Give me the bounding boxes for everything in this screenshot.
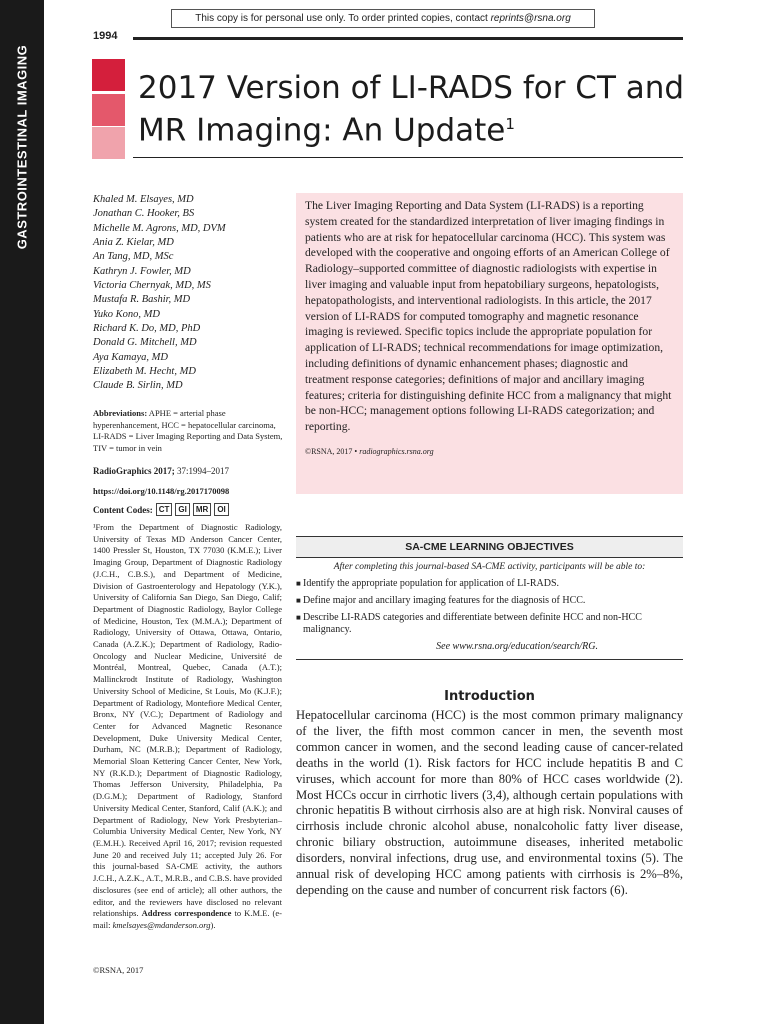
content-code-badge: MR <box>193 503 211 516</box>
cme-objective <box>296 578 683 590</box>
cme-objectives <box>296 536 683 660</box>
author: Yuko Kono, MD <box>93 308 160 320</box>
top-rule <box>133 37 683 40</box>
cme-intro: After completing this journal-based SA-CME activity, participants will be able to: <box>333 562 646 572</box>
author: Claude B. Sirlin, MD <box>93 380 183 392</box>
cme-objective-text: Identify the appropriate population for application of LI-RADS. <box>303 578 560 589</box>
abbreviations <box>93 408 288 454</box>
author: Donald G. Mitchell, MD <box>93 337 197 349</box>
abstract-box <box>296 193 683 494</box>
author: Kathryn J. Fowler, MD <box>93 265 191 277</box>
abstract-copyright <box>305 447 673 456</box>
copyright: ©RSNA, 2017 <box>93 965 144 975</box>
author-list <box>93 193 288 394</box>
section-sidebar <box>0 0 44 1024</box>
author: Richard K. Do, MD, PhD <box>93 323 201 335</box>
cme-bottom-rule <box>296 659 683 660</box>
cme-objective-text: Describe LI-RADS categories and differentiate between definite HCC and non-HCC malignancy. <box>303 612 642 635</box>
author: Michelle M. Agrons, MD, DVM <box>93 222 226 234</box>
title-rule <box>133 157 683 158</box>
square-bullet-icon: ■ <box>296 613 301 622</box>
title-footnote-marker: 1 <box>505 115 515 133</box>
abbreviations-label: Abbreviations: <box>93 408 148 418</box>
correspondence-text: to K.M.E. (e-mail: <box>93 908 282 930</box>
affiliation-footnote <box>93 522 282 932</box>
author: Jonathan C. Hooker, BS <box>93 208 195 220</box>
introduction-heading: Introduction <box>444 689 535 704</box>
cme-objective-list <box>296 578 683 636</box>
abstract-text: The Liver Imaging Reporting and Data System (LI-RADS) is a reporting system created for the standardized interpretation of liver imaging findings in patients who are at risk for hepatocellular carcinoma (HCC). This system was developed with the cooperative and ongoing efforts of an American College of Radiology–supported committee of diagnostic radiologists with expertise in liver imaging and valuable input from hepatobiliary surgeons, hepatologists, hepatopathologists, and interventional radiologists. In this article, the 2017 version of LI-RADS for computed tomography and magnetic resonance imaging is reviewed. Specific topics include the appropriate population for application of LI-RADS; technical recommendations for image optimization, including definitions of dynamic enhancement phases; diagnostic and treatment response categories; definitions of major and ancillary imaging features; criteria for distinguishing definite HCC from a malignancy that might be non-HCC; management options following LI-RADS categorization; and reporting. <box>305 199 672 434</box>
author: Khaled M. Elsayes, MD <box>93 194 194 205</box>
journal-citation <box>93 466 229 476</box>
reprints-email-link[interactable]: reprints@rsna.org <box>490 13 571 24</box>
correspondence-label: Address correspondence <box>141 908 232 919</box>
copy-notice-text: This copy is for personal use only. To order printed copies, contact <box>195 13 491 24</box>
section-label: GASTROINTESTINAL IMAGING <box>14 44 30 250</box>
content-codes-label: Content Codes: <box>93 504 153 515</box>
introduction-text: Hepatocellular carcinoma (HCC) is the most common primary malignancy of the liver, the fifth most common cancer in men, the seventh most common cancer in women, and the second leading cause of cancer-related deaths in the world (1). Risk factors for HCC include hepatitis B and C viruses, which account for more than 80% of HCC cases worldwide (2). Most HCCs occur in cirrhotic livers (3,4), although certain populations with chronic hepatitis B without cirrhosis also are at high risk. Nonviral causes of cirrhosis include chronic alcohol abuse, nonalcoholic fatty liver disease, chronic biliary obstruction, autoimmune diseases, inherited metabolic disorders, nonviral infections, drug use, and environmental toxins (5). The annual risk of developing HCC among patients with cirrhosis is 2%–8%, depending on the cause and number of concurrent risk factors (6). <box>296 708 683 897</box>
affiliation-text: ¹From the Department of Diagnostic Radiology, University of Texas MD Anderson Cancer Center, 1400 Pressler St, Houston, TX 77030 (K.M.E.); Liver Imaging Group, Department of Diagnostic Radiology (J.C.H., C.B.S.), and Department of Medicine, Division of Gastroenterology and Hepatology (Y.K.), University of California San Diego, San Diego, Calif; Department of Diagnostic Radiology, Baylor College of Medicine, Houston, Tex (M.M.A.); Department of Radiology, University of Ottawa, Ottawa, Ontario, Canada (A.Z.K.); Department of Radiology, Radio-Oncology and Nuclear Medicine, Université de Montréal, Montreal, Quebec, Canada (A.T.); Mallinckrodt Institute of Radiology, Washington University School of Medicine, St Louis, Mo (K.J.F.); Department of Radiology, Montefiore Medical Center, Bronx, NY (V.C.); Department of Radiology and Center for Advanced Magnetic Resonance Development, Duke University Medical Center, Durham, NC (M.R.B.); Department of Radiology, Memorial Sloan Kettering Cancer Center, New York, NY (R.K.D.); Department of Diagnostic Radiology, Thomas Jefferson University, Philadelphia, Pa (D.G.M.); Department of Radiology, Stanford University Medical Center, Stanford, Calif (A.K.); and Department of Radiology, New York Presbyterian–Columbia University Medical Center, New York, NY (E.M.H.). Received April 16, 2017; revision requested June 20 and received July 11; accepted July 26. For this journal-based SA-CME activity, the authors J.C.H., A.Z.K., A.T., M.R.B., and C.B.S. have provided disclosures (see end of article); all other authors, the editor, and the reviewers have disclosed no relevant relationships. <box>93 522 282 919</box>
accent-square-2 <box>92 94 125 126</box>
page-number: 1994 <box>93 30 118 42</box>
square-bullet-icon: ■ <box>296 579 301 588</box>
article-title-text: 2017 Version of LI-RADS for CT and MR Imaging: An Update <box>138 70 685 149</box>
journal-website-link[interactable]: radiographics.rsna.org <box>359 446 434 456</box>
copy-notice <box>171 9 595 28</box>
content-code-badge: CT <box>156 503 173 516</box>
accent-square-1 <box>92 59 125 91</box>
author: An Tang, MD, MSc <box>93 251 174 263</box>
correspondence-closing: ). <box>210 919 216 930</box>
doi-link[interactable]: https://doi.org/10.1148/rg.2017170098 <box>93 486 230 496</box>
cme-see-link[interactable]: See www.rsna.org/education/search/RG. <box>436 641 598 652</box>
accent-square-3 <box>92 127 125 159</box>
cme-objective <box>296 595 683 607</box>
author: Aya Kamaya, MD <box>93 351 168 363</box>
cme-objective <box>296 612 683 636</box>
square-bullet-icon: ■ <box>296 596 301 605</box>
author: Ania Z. Kielar, MD <box>93 237 174 249</box>
journal-name: RadioGraphics 2017; <box>93 466 175 476</box>
content-code-badge: OI <box>214 503 228 516</box>
author: Mustafa R. Bashir, MD <box>93 294 191 306</box>
correspondence-email[interactable]: kmelsayes@mdanderson.org <box>112 919 211 930</box>
cme-objective-text: Define major and ancillary imaging features for the diagnosis of HCC. <box>303 595 586 606</box>
article-title <box>138 70 688 148</box>
cme-heading: SA-CME LEARNING OBJECTIVES <box>296 536 683 558</box>
abstract-copyright-text: ©RSNA, 2017 • <box>305 446 360 456</box>
author: Victoria Chernyak, MD, MS <box>93 280 211 292</box>
journal-volume: 37:1994–2017 <box>174 466 230 476</box>
author: Elizabeth M. Hecht, MD <box>93 366 196 378</box>
abbreviations-text: APHE = arterial phase hyperenhancement, HCC = hepatocellular carcinoma, LI-RADS = Liver Imaging Reporting and Data System, TIV = tumor in vein <box>93 408 283 453</box>
content-codes <box>93 503 229 516</box>
content-code-badge: GI <box>175 503 189 516</box>
